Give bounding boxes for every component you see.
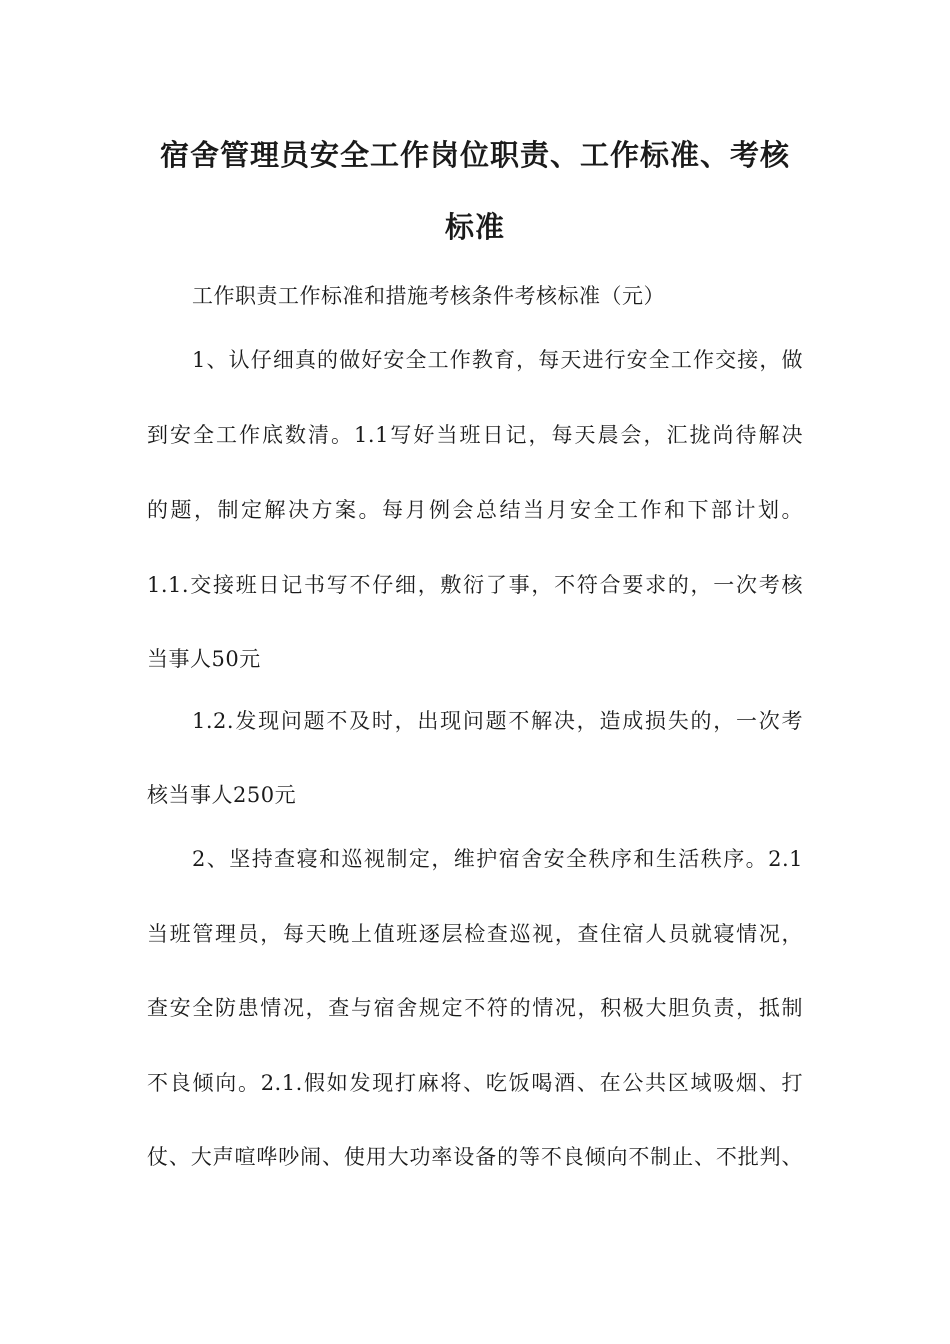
paragraph-line: 到安全工作底数清。1.1写好当班日记，每天晨会，汇拢尚待解决 — [147, 423, 803, 447]
paragraph-line: 当事人50元 — [147, 647, 261, 671]
paragraph-line: 仗、大声喧哗吵闹、使用大功率设备的等不良倾向不制止、不批判、 — [147, 1145, 803, 1169]
paragraph-line: 2、坚持查寝和巡视制定，维护宿舍安全秩序和生活秩序。2.1 — [192, 847, 803, 871]
paragraph-line: 1.1.交接班日记书写不仔细，敷衍了事，不符合要求的，一次考核 — [147, 573, 803, 597]
paragraph-line: 的题，制定解决方案。每月例会总结当月安全工作和下部计划。 — [147, 498, 803, 522]
paragraph-line: 1、认仔细真的做好安全工作教育，每天进行安全工作交接，做 — [192, 348, 803, 372]
document-title-line-1: 宿舍管理员安全工作岗位职责、工作标准、考核 — [159, 138, 790, 172]
paragraph-line: 核当事人250元 — [147, 783, 297, 807]
paragraph-line: 1.2.发现问题不及时，出现问题不解决，造成损失的，一次考 — [192, 709, 803, 733]
paragraph-line: 查安全防患情况，查与宿舍规定不符的情况，积极大胆负责，抵制 — [147, 996, 803, 1020]
paragraph-line: 不良倾向。2.1.假如发现打麻将、吃饭喝酒、在公共区域吸烟、打 — [147, 1071, 803, 1095]
paragraph-line: 当班管理员，每天晚上值班逐层检查巡视，查住宿人员就寝情况， — [147, 922, 803, 946]
document-title-line-2: 标准 — [444, 210, 505, 244]
table-header-line: 工作职责工作标准和措施考核条件考核标准（元） — [192, 284, 665, 308]
